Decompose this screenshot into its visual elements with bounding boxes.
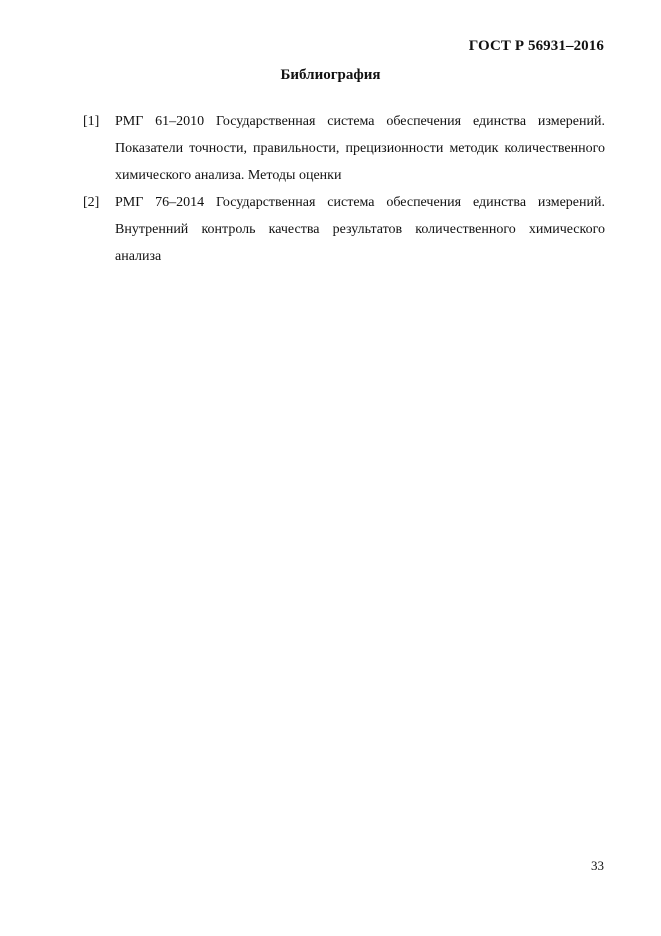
bibliography-entry-number: [2]	[83, 195, 100, 210]
bibliography-entry	[83, 189, 605, 270]
section-title: Библиография	[280, 67, 381, 83]
bibliography-entry	[83, 108, 605, 189]
bibliography-entry-text: РМГ 76–2014 Государственная система обеспечения единства измерений. Внутренний контроль качества результатов количественного химического анализа	[115, 195, 605, 264]
bibliography-entry-text: РМГ 61–2010 Государственная система обеспечения единства измерений. Показатели точности, правильности, прецизионности методик количественного химического анализа. Методы оценки	[115, 114, 605, 183]
document-code: ГОСТ Р 56931–2016	[468, 38, 604, 54]
bibliography-entry-number: [1]	[83, 114, 100, 129]
page-number: 33	[591, 858, 604, 873]
bibliography-list	[83, 108, 605, 270]
